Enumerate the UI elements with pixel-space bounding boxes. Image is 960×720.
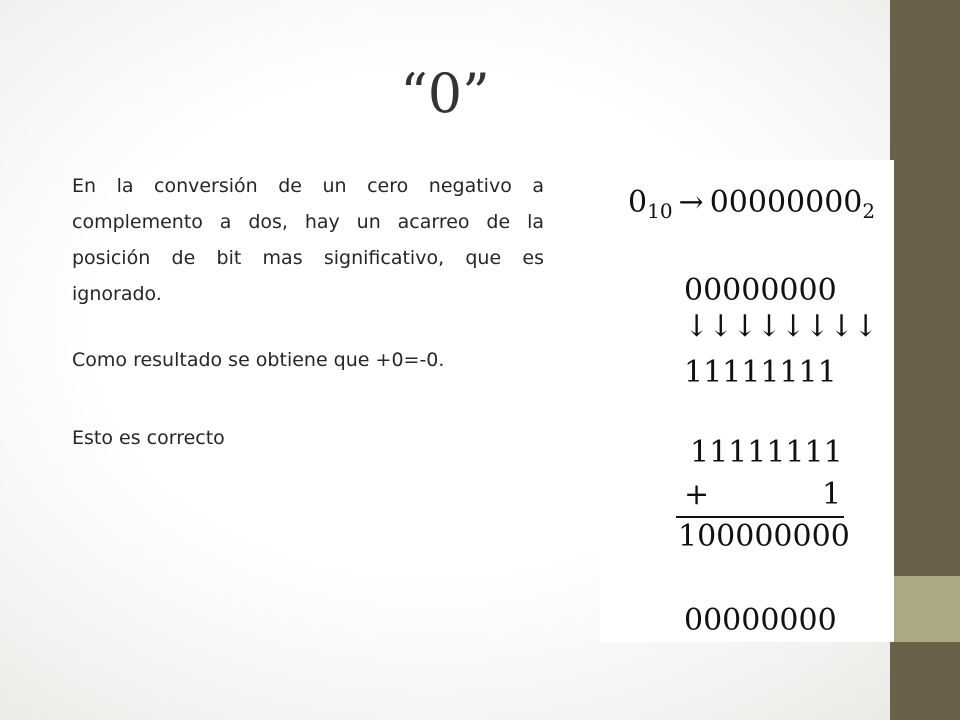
body-paragraph-conversion: En la conversión de un cero negativo a complemento a dos, hay un acarreo de la posición de bit mas significativo, que es ignorado. <box>72 175 544 305</box>
final-result-bits: 00000000 <box>684 603 837 638</box>
addition-operand: 11111111 <box>690 435 843 470</box>
addition-addend: 1 <box>822 477 842 512</box>
slide-body <box>72 168 544 456</box>
addition-result: 100000000 <box>678 519 850 554</box>
addition-plus-sign: + <box>684 477 710 512</box>
complement-arrows: ↓↓↓↓↓↓↓↓ <box>684 309 878 344</box>
conversion-equation <box>628 186 875 228</box>
complement-original-bits: 00000000 <box>684 273 837 308</box>
math-equation-panel <box>600 160 894 642</box>
decimal-zero: 0 <box>628 185 648 220</box>
binary-zero: 00000000 <box>709 185 863 220</box>
complement-inverted-bits: 11111111 <box>684 355 837 390</box>
binary-base-subscript: 2 <box>862 199 876 223</box>
conversion-arrow: → <box>678 185 704 220</box>
sidebar-accent-light <box>890 576 960 642</box>
slide-title: “0” <box>400 62 490 125</box>
addition-sum-line <box>676 516 844 518</box>
body-paragraph-result: Como resultado se obtiene que +0=-0. <box>72 349 445 371</box>
decimal-base-subscript: 10 <box>647 199 673 223</box>
body-paragraph-correct: Esto es correcto <box>72 427 225 449</box>
